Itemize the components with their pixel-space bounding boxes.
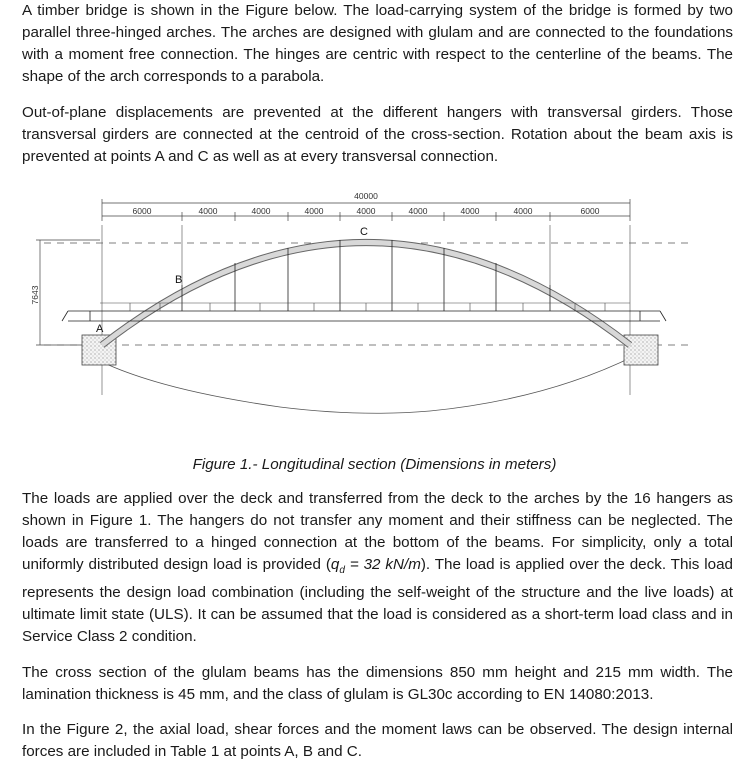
dimension-segment: 4000 [460, 206, 480, 216]
paragraph-internal-forces: In the Figure 2, the axial load, shear forces and the moment laws can be observed. The design internal forces are included in Table 1 at points A, B and C. [22, 721, 733, 760]
paragraph-displacements: Out-of-plane displacements are prevented at the different hangers with transversal girders. Those transversal girders are connected at the centroid of the cross-section. Rotation about the beam axis is prevented at points A and C as well as at every transversal connection. [22, 104, 733, 165]
dimension-segment: 4000 [304, 206, 324, 216]
paragraph-loads-part1: The loads are applied over the deck and transferred from the deck to the arches by the 16 hangers as shown in Figure 1. The hangers do not transfer any moment and their stiffness can be neglected. The loads are transferred to a hinged connection at the bottom of the beams. For simplicity, only a total uniformly distributed design load is provided ( [22, 490, 733, 573]
deck-railing [100, 303, 630, 311]
figure-caption: Figure 1.- Longitudinal section (Dimensions in meters) [192, 456, 557, 473]
dimension-segment: 4000 [513, 206, 533, 216]
paragraph-loads [22, 488, 733, 648]
paragraph-cross-section: The cross section of the glulam beams has the dimensions 850 mm height and 215 mm width. The lamination thickness is 45 mm, and the class of glulam is GL30c according to EN 14080:2013. [22, 664, 733, 703]
load-value: = 32 kN/m [344, 556, 421, 573]
bridge-longitudinal-section [30, 185, 690, 450]
terrain-profile [100, 353, 640, 413]
reference-lines [44, 243, 690, 345]
dimension-segment: 4000 [251, 206, 271, 216]
dimension-segment: 6000 [132, 206, 152, 216]
dimension-segment: 4000 [356, 206, 376, 216]
load-subscript: d [339, 565, 345, 577]
load-symbol: q [330, 556, 340, 573]
foundation-right [624, 335, 658, 365]
dimension-segment: 4000 [198, 206, 218, 216]
dimension-segment: 6000 [580, 206, 600, 216]
height-dimension [36, 240, 100, 345]
dimension-segment: 4000 [408, 206, 428, 216]
label-point-a: A [96, 323, 104, 335]
label-point-b: B [175, 274, 183, 286]
height-label: 7643 [30, 285, 40, 305]
dimension-total: 40000 [354, 191, 378, 201]
hangers [182, 240, 550, 311]
paragraph-intro: A timber bridge is shown in the Figure below. The load-carrying system of the bridge is formed by two parallel three-hinged arches. The arches are designed with glulam and are connected to the foundations with a moment free connection. The hinges are centric with respect to the centerline of the beams. The shape of the arch corresponds to a parabola. [22, 2, 733, 85]
paragraph-loads-part2: ). The load is applied over the deck. This load represents the design load combination (including the self-weight of the structure and the live loads) at ultimate limit state (ULS). It can be assumed that the load is considered as a short-term load class and in Service Class 2 condition. [22, 556, 733, 646]
label-point-c: C [360, 226, 368, 238]
